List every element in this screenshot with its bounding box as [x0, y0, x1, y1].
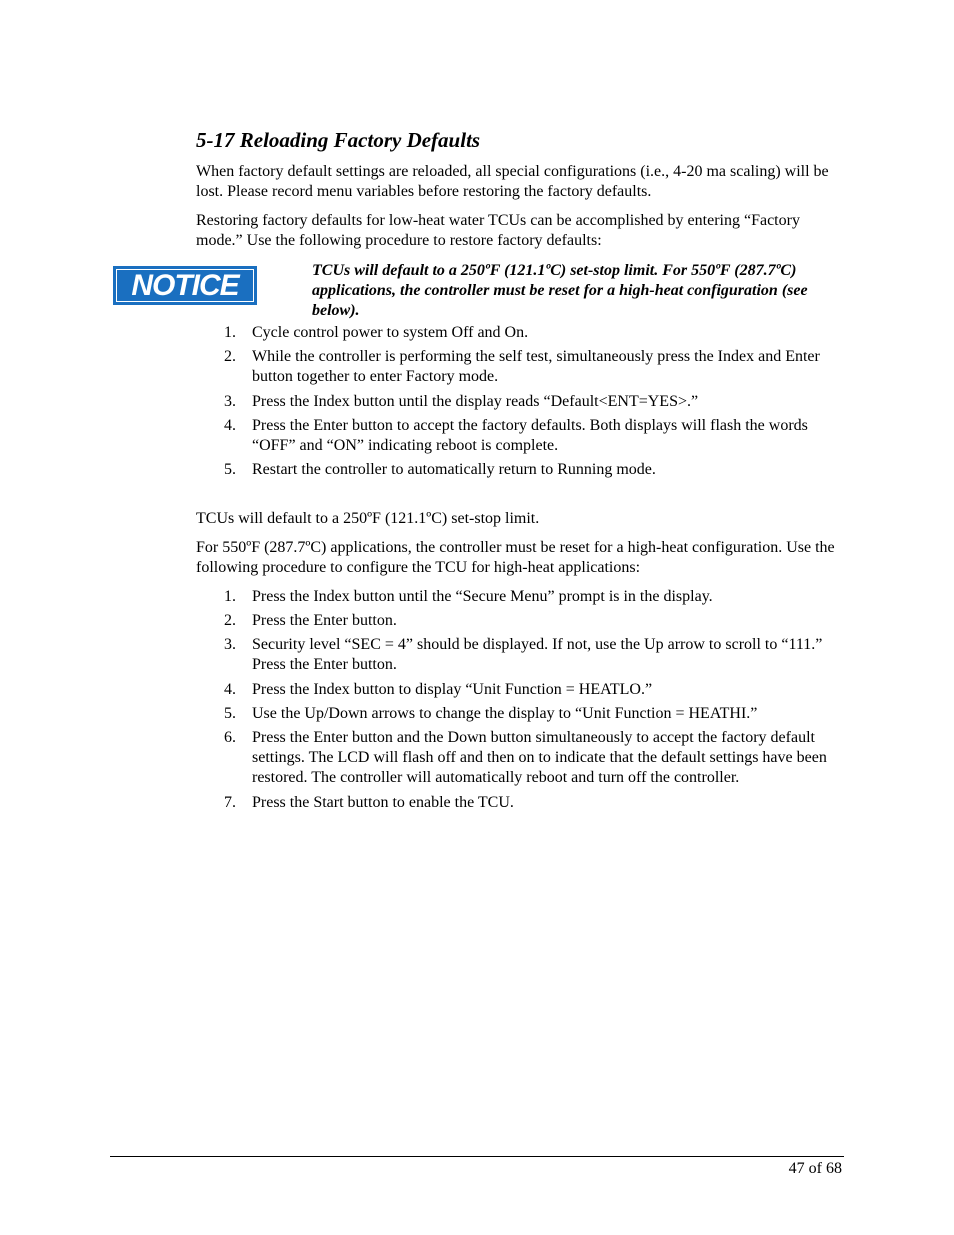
list-item: [224, 728, 836, 788]
step-text: Restart the controller to automatically return to Running mode.: [252, 461, 656, 478]
list-item: [224, 416, 836, 456]
list-item: [224, 611, 836, 631]
step-text: Press the Enter button to accept the factory defaults. Both displays will flash the words “OFF” and “ON” indicating reboot is complete.: [252, 417, 808, 454]
notice-label: NOTICE: [116, 269, 254, 302]
high-heat-paragraph: For 550ºF (287.7ºC) applications, the controller must be reset for a high-heat configuration. Use the following procedure to configure the TCU for high-heat applications:: [196, 539, 835, 576]
step-text: Press the Start button to enable the TCU.: [252, 794, 514, 811]
step-number: 7.: [224, 794, 236, 811]
step-text: While the controller is performing the self test, simultaneously press the Index and Enter button together to enter Factory mode.: [252, 348, 820, 385]
step-number: 6.: [224, 729, 236, 746]
step-number: 3.: [224, 393, 236, 410]
notice-badge: [113, 266, 257, 305]
list-item: [224, 704, 836, 724]
notice-message: TCUs will default to a 250ºF (121.1ºC) set-stop limit. For 550ºF (287.7ºC) applications, the controller must be reset for a high-heat configuration (see below).: [312, 262, 808, 319]
intro-paragraph-1: When factory default settings are reloaded, all special configurations (i.e., 4-20 ma scaling) will be lost. Please record menu variables before restoring the factory defaults.: [196, 163, 829, 200]
step-number: 2.: [224, 348, 236, 365]
default-limit-paragraph: TCUs will default to a 250ºF (121.1ºC) set-stop limit.: [196, 510, 540, 527]
step-text: Press the Enter button and the Down button simultaneously to accept the factory default settings. The LCD will flash off and then on to indicate that the default settings have been restored. The controller will automatically reboot and turn off the controller.: [252, 729, 827, 786]
step-text: Security level “SEC = 4” should be displayed. If not, use the Up arrow to scroll to “111.” Press the Enter button.: [252, 636, 823, 673]
step-number: 2.: [224, 612, 236, 629]
intro-paragraph-2: Restoring factory defaults for low-heat water TCUs can be accomplished by entering “Factory mode.” Use the following procedure to restore factory defaults:: [196, 212, 800, 249]
step-number: 3.: [224, 636, 236, 653]
step-text: Press the Index button until the display reads “Default<ENT=YES>.”: [252, 393, 699, 410]
step-text: Use the Up/Down arrows to change the display to “Unit Function = HEATHI.”: [252, 705, 758, 722]
step-number: 1.: [224, 324, 236, 341]
step-text: Press the Index button to display “Unit Function = HEATLO.”: [252, 681, 653, 698]
step-text: Cycle control power to system Off and On.: [252, 324, 529, 341]
factory-reset-steps: [224, 323, 836, 480]
step-number: 5.: [224, 461, 236, 478]
step-number: 4.: [224, 681, 236, 698]
list-item: [224, 793, 836, 813]
list-item: [224, 680, 836, 700]
step-text: Press the Enter button.: [252, 612, 397, 629]
step-number: 5.: [224, 705, 236, 722]
step-text: Press the Index button until the “Secure Menu” prompt is in the display.: [252, 588, 713, 605]
list-item: [224, 347, 836, 387]
list-item: [224, 392, 836, 412]
step-number: 4.: [224, 417, 236, 434]
list-item: [224, 587, 836, 607]
footer-divider: [110, 1156, 844, 1157]
page-number: 47 of 68: [788, 1160, 842, 1177]
high-heat-steps: [224, 587, 836, 813]
section-heading: 5-17 Reloading Factory Defaults: [196, 128, 481, 152]
list-item: [224, 635, 836, 675]
step-number: 1.: [224, 588, 236, 605]
list-item: [224, 323, 836, 343]
list-item: [224, 460, 836, 480]
